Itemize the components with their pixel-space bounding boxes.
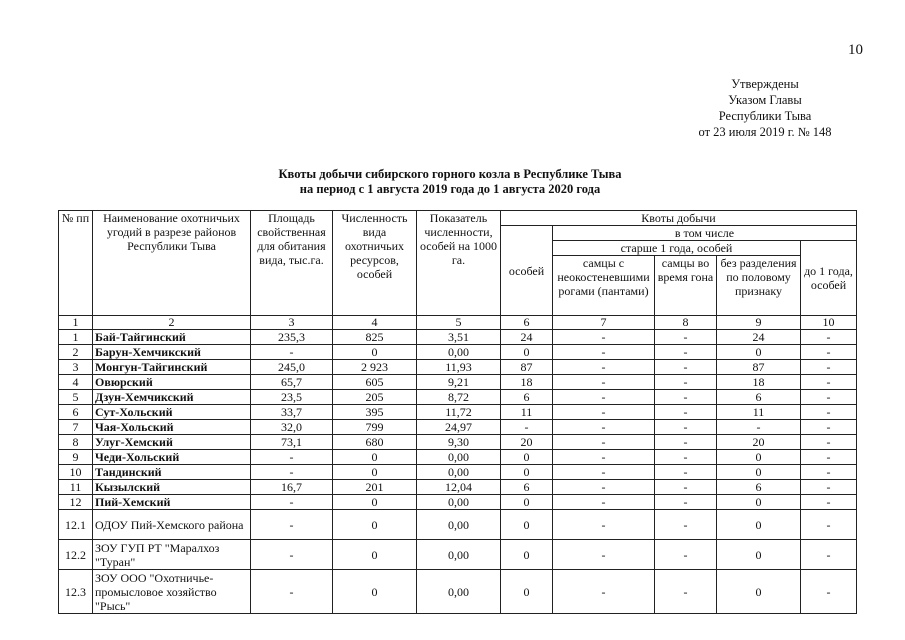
cell-area: - [251,495,333,510]
cell-young: - [801,570,857,614]
cell-no-sex: 0 [717,465,801,480]
header-quota-group: Квоты добычи [501,211,857,226]
column-number: 10 [801,316,857,330]
cell-young: - [801,495,857,510]
cell-quota-total: 0 [501,465,553,480]
cell-area: 23,5 [251,390,333,405]
cell-quota-total: 24 [501,330,553,345]
cell-population: 0 [333,495,417,510]
cell-indicator: 0,00 [417,345,501,360]
header-rut-males: самцы во время гона [655,256,717,316]
cell-population: 0 [333,570,417,614]
cell-quota-total: 0 [501,540,553,570]
cell-name: Сут-Хольский [93,405,251,420]
cell-name: ЗОУ ООО "Охотничье-промысловое хозяйство "Рысь" [93,570,251,614]
cell-area: 245,0 [251,360,333,375]
table-row [59,510,857,540]
cell-indicator: 3,51 [417,330,501,345]
cell-population: 0 [333,450,417,465]
table-row [59,570,857,614]
column-number: 9 [717,316,801,330]
cell-name: Овюрский [93,375,251,390]
document-title [200,167,700,197]
cell-population: 205 [333,390,417,405]
cell-no: 10 [59,465,93,480]
table-row [59,360,857,375]
cell-population: 799 [333,420,417,435]
cell-young: - [801,480,857,495]
cell-rut: - [655,420,717,435]
approval-line: Республики Тыва [718,109,812,123]
cell-quota-total: 87 [501,360,553,375]
approval-line: от 23 июля 2019 г. № 148 [698,125,832,139]
cell-no-sex: 0 [717,495,801,510]
table-row [59,405,857,420]
cell-rut: - [655,345,717,360]
cell-indicator: 0,00 [417,510,501,540]
cell-area: - [251,540,333,570]
cell-velvet: - [553,495,655,510]
cell-young: - [801,540,857,570]
cell-quota-total: 0 [501,510,553,540]
cell-velvet: - [553,510,655,540]
cell-young: - [801,390,857,405]
cell-indicator: 0,00 [417,450,501,465]
cell-no-sex: 0 [717,510,801,540]
table-row [59,375,857,390]
cell-no: 1 [59,330,93,345]
cell-young: - [801,405,857,420]
cell-indicator: 11,93 [417,360,501,375]
cell-indicator: 24,97 [417,420,501,435]
cell-no: 12.1 [59,510,93,540]
cell-rut: - [655,480,717,495]
cell-no-sex: - [717,420,801,435]
cell-velvet: - [553,330,655,345]
cell-young: - [801,360,857,375]
header-area: Площадь свойственная для обитания вида, тыс.га. [251,211,333,316]
cell-population: 201 [333,480,417,495]
title-line: на период с 1 августа 2019 года до 1 августа 2020 года [299,182,601,196]
table-row [59,465,857,480]
header-indicator: Показатель численности, особей на 1000 га. [417,211,501,316]
cell-area: - [251,345,333,360]
cell-rut: - [655,450,717,465]
cell-velvet: - [553,420,655,435]
cell-velvet: - [553,390,655,405]
cell-quota-total: 6 [501,390,553,405]
cell-area: 32,0 [251,420,333,435]
cell-rut: - [655,405,717,420]
cell-young: - [801,330,857,345]
cell-population: 680 [333,435,417,450]
cell-indicator: 0,00 [417,495,501,510]
cell-name: Кызылский [93,480,251,495]
cell-indicator: 0,00 [417,540,501,570]
cell-velvet: - [553,345,655,360]
cell-no-sex: 0 [717,345,801,360]
approval-block [690,76,840,140]
cell-rut: - [655,495,717,510]
header-older-1-year: старше 1 года, особей [553,241,801,256]
column-number: 2 [93,316,251,330]
cell-young: - [801,450,857,465]
cell-no: 11 [59,480,93,495]
cell-velvet: - [553,360,655,375]
cell-young: - [801,420,857,435]
cell-population: 2 923 [333,360,417,375]
cell-population: 0 [333,510,417,540]
cell-young: - [801,510,857,540]
header-name: Наименование охотничьих угодий в разрезе районов Республики Тыва [93,211,251,316]
cell-indicator: 0,00 [417,465,501,480]
cell-rut: - [655,570,717,614]
approval-line: Указом Главы [728,93,802,107]
cell-velvet: - [553,570,655,614]
table-row [59,495,857,510]
cell-velvet: - [553,375,655,390]
cell-area: - [251,570,333,614]
cell-velvet: - [553,405,655,420]
cell-quota-total: 0 [501,495,553,510]
cell-quota-total: 0 [501,450,553,465]
cell-name: Дзун-Хемчикский [93,390,251,405]
cell-no: 7 [59,420,93,435]
cell-rut: - [655,330,717,345]
cell-population: 0 [333,465,417,480]
cell-rut: - [655,360,717,375]
table-row [59,480,857,495]
cell-name: ЗОУ ГУП РТ "Маралхоз "Туран" [93,540,251,570]
cell-area: 16,7 [251,480,333,495]
column-number: 6 [501,316,553,330]
cell-name: Барун-Хемчикский [93,345,251,360]
table-row [59,330,857,345]
cell-area: - [251,510,333,540]
cell-young: - [801,465,857,480]
table-row [59,540,857,570]
cell-young: - [801,345,857,360]
header-velvet-males: самцы с неокостеневшими рогами (пантами) [553,256,655,316]
cell-quota-total: - [501,420,553,435]
cell-name: Чая-Хольский [93,420,251,435]
cell-no-sex: 87 [717,360,801,375]
cell-no-sex: 6 [717,390,801,405]
column-number: 8 [655,316,717,330]
cell-no: 8 [59,435,93,450]
cell-area: 235,3 [251,330,333,345]
cell-area: 33,7 [251,405,333,420]
header-no: № пп [59,211,93,316]
cell-area: 73,1 [251,435,333,450]
cell-quota-total: 11 [501,405,553,420]
table-row [59,345,857,360]
cell-name: Улуг-Хемский [93,435,251,450]
cell-name: ОДОУ Пий-Хемского района [93,510,251,540]
approval-line: Утверждены [731,77,799,91]
cell-rut: - [655,435,717,450]
cell-area: - [251,450,333,465]
cell-population: 0 [333,540,417,570]
cell-population: 605 [333,375,417,390]
cell-no: 12.3 [59,570,93,614]
cell-population: 395 [333,405,417,420]
cell-no: 4 [59,375,93,390]
cell-rut: - [655,510,717,540]
cell-population: 825 [333,330,417,345]
cell-no-sex: 0 [717,450,801,465]
table-row [59,390,857,405]
cell-velvet: - [553,465,655,480]
cell-name: Чеди-Хольский [93,450,251,465]
cell-no: 6 [59,405,93,420]
cell-no: 5 [59,390,93,405]
cell-indicator: 9,30 [417,435,501,450]
cell-indicator: 9,21 [417,375,501,390]
cell-no: 12.2 [59,540,93,570]
header-no-sex-division: без разделения по половому признаку [717,256,801,316]
cell-area: 65,7 [251,375,333,390]
cell-velvet: - [553,435,655,450]
column-number: 7 [553,316,655,330]
cell-rut: - [655,540,717,570]
cell-quota-total: 20 [501,435,553,450]
cell-velvet: - [553,540,655,570]
cell-name: Тандинский [93,465,251,480]
header-population: Численность вида охотничьих ресурсов, особей [333,211,417,316]
table-row [59,435,857,450]
cell-no-sex: 24 [717,330,801,345]
cell-no: 2 [59,345,93,360]
cell-no-sex: 11 [717,405,801,420]
cell-no: 3 [59,360,93,375]
header-including: в том числе [553,226,857,241]
cell-rut: - [655,465,717,480]
cell-young: - [801,435,857,450]
cell-name: Пий-Хемский [93,495,251,510]
cell-rut: - [655,390,717,405]
cell-velvet: - [553,480,655,495]
cell-quota-total: 6 [501,480,553,495]
cell-young: - [801,375,857,390]
cell-population: 0 [333,345,417,360]
cell-name: Бай-Тайгинский [93,330,251,345]
cell-no-sex: 0 [717,570,801,614]
cell-no: 9 [59,450,93,465]
cell-indicator: 0,00 [417,570,501,614]
cell-no-sex: 0 [717,540,801,570]
cell-area: - [251,465,333,480]
cell-quota-total: 0 [501,345,553,360]
cell-velvet: - [553,450,655,465]
column-number: 4 [333,316,417,330]
title-line: Квоты добычи сибирского горного козла в Республике Тыва [278,167,622,181]
cell-no: 12 [59,495,93,510]
column-number: 3 [251,316,333,330]
cell-indicator: 12,04 [417,480,501,495]
cell-quota-total: 0 [501,570,553,614]
cell-indicator: 11,72 [417,405,501,420]
cell-quota-total: 18 [501,375,553,390]
table-row [59,450,857,465]
column-number-row [59,316,857,330]
cell-no-sex: 18 [717,375,801,390]
cell-no-sex: 20 [717,435,801,450]
column-number: 5 [417,316,501,330]
header-young: до 1 года, особей [801,241,857,316]
column-number: 1 [59,316,93,330]
page-number: 10 [848,42,863,58]
cell-rut: - [655,375,717,390]
header-quota-total: особей [501,226,553,316]
cell-no-sex: 6 [717,480,801,495]
cell-indicator: 8,72 [417,390,501,405]
table-row [59,420,857,435]
cell-name: Монгун-Тайгинский [93,360,251,375]
quota-table [58,210,857,614]
